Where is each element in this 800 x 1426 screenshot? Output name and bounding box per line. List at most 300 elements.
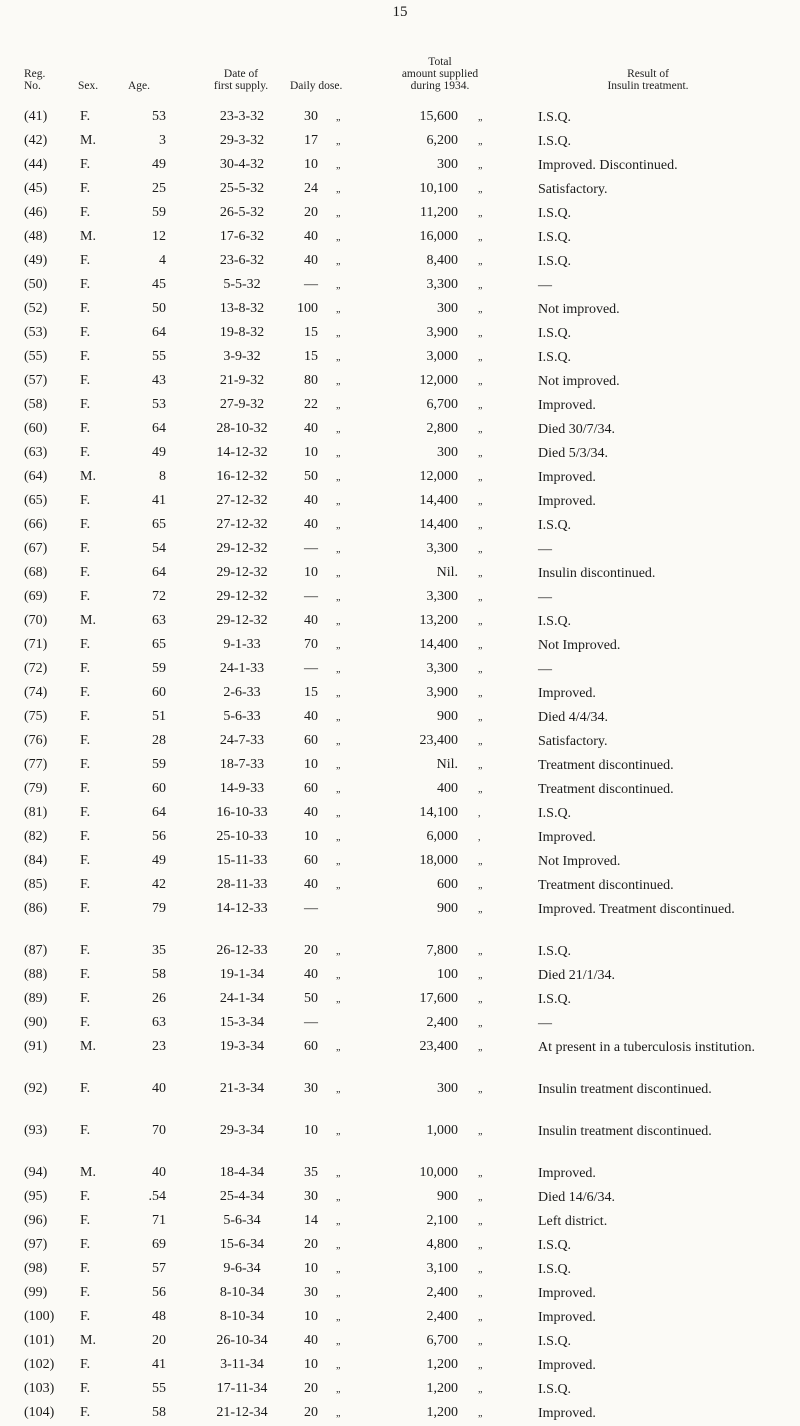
sex-cell: F.	[80, 1309, 91, 1324]
page-number: 15	[392, 4, 408, 20]
table-row	[0, 1036, 800, 1078]
header-total	[380, 56, 500, 92]
table-row	[0, 682, 800, 706]
reg-no-cell: (99)	[24, 1285, 48, 1300]
result-cell: Insulin discontinued.	[538, 566, 656, 581]
reg-no-cell: (101)	[24, 1333, 55, 1348]
result-cell: Insulin treatment discontinued.	[538, 1124, 712, 1139]
age-cell: 51	[152, 709, 166, 724]
table-row	[0, 538, 800, 562]
reg-no-cell: (69)	[24, 589, 48, 604]
age-cell: 55	[152, 349, 166, 364]
total-amount-cell: 900	[437, 1189, 458, 1204]
first-supply-date-cell: 21-9-32	[219, 373, 265, 388]
total-amount-cell: 1,200	[426, 1357, 458, 1372]
header-reg-line2: No.	[24, 80, 41, 92]
table-row	[0, 274, 800, 298]
table-row	[0, 1186, 800, 1210]
result-cell: Improved.	[538, 1310, 596, 1325]
ditto-mark: „	[336, 856, 341, 867]
result-cell: Treatment discontinued.	[538, 878, 674, 893]
ditto-mark: „	[478, 880, 483, 891]
daily-dose-cell: 40	[304, 253, 318, 268]
reg-no-cell: (41)	[24, 109, 48, 124]
first-supply-date-cell: 25-5-32	[219, 181, 265, 196]
table-row	[0, 1120, 800, 1162]
result-cell: At present in a tuberculosis institution.	[538, 1040, 755, 1055]
first-supply-date-cell: 15-11-33	[216, 853, 268, 868]
reg-no-cell: (82)	[24, 829, 48, 844]
age-cell: 43	[152, 373, 166, 388]
ditto-mark: „	[336, 1084, 341, 1095]
total-amount-cell: 3,300	[426, 661, 458, 676]
sex-cell: F.	[80, 1015, 91, 1030]
ditto-mark: „	[478, 1408, 483, 1419]
table-row	[0, 1078, 800, 1120]
total-amount-cell: 6,700	[426, 397, 458, 412]
age-cell: 40	[152, 1081, 166, 1096]
ditto-mark: „	[478, 1384, 483, 1395]
daily-dose-cell: 10	[304, 157, 318, 172]
table-row	[0, 1282, 800, 1306]
result-cell: I.S.Q.	[538, 992, 572, 1007]
age-cell: 26	[152, 991, 166, 1006]
result-cell: Died 30/7/34.	[538, 422, 615, 437]
table-row	[0, 1402, 800, 1426]
sex-cell: F.	[80, 709, 91, 724]
ditto-mark: „	[478, 1216, 483, 1227]
age-cell: 53	[152, 109, 166, 124]
sex-cell: F.	[80, 589, 91, 604]
daily-dose-cell: 30	[304, 1285, 318, 1300]
result-cell: Died 5/3/34.	[538, 446, 608, 461]
age-cell: 28	[152, 733, 166, 748]
table-row	[0, 1258, 800, 1282]
result-cell: I.S.Q.	[538, 134, 572, 149]
ditto-mark: „	[478, 400, 483, 411]
age-cell: 25	[152, 181, 166, 196]
first-supply-date-cell: 21-3-34	[219, 1081, 265, 1096]
table-row	[0, 802, 800, 826]
first-supply-date-cell: 15-3-34	[219, 1015, 265, 1030]
header-daily-dose: Daily dose.	[290, 80, 343, 92]
daily-dose-cell: 20	[304, 943, 318, 958]
age-cell: 49	[152, 853, 166, 868]
sex-cell: F.	[80, 109, 91, 124]
result-cell: I.S.Q.	[538, 614, 572, 629]
daily-dose-cell: 20	[304, 1237, 318, 1252]
ditto-mark: „	[478, 1240, 483, 1251]
reg-no-cell: (87)	[24, 943, 48, 958]
daily-dose-cell: 15	[304, 349, 318, 364]
total-amount-cell: 2,400	[426, 1015, 458, 1030]
table-row	[0, 154, 800, 178]
total-amount-cell: 300	[437, 1081, 458, 1096]
daily-dose-cell: 35	[304, 1165, 318, 1180]
ditto-mark: „	[478, 1084, 483, 1095]
first-supply-date-cell: 14-12-33	[216, 901, 268, 916]
reg-no-cell: (76)	[24, 733, 48, 748]
first-supply-date-cell: 26-5-32	[219, 205, 265, 220]
daily-dose-cell: —	[304, 901, 318, 916]
age-cell: 45	[152, 277, 166, 292]
header-result	[578, 68, 718, 92]
age-cell: 71	[152, 1213, 166, 1228]
ditto-mark: „	[336, 616, 341, 627]
age-cell: 58	[152, 967, 166, 982]
result-cell: I.S.Q.	[538, 1334, 572, 1349]
first-supply-date-cell: 24-1-34	[219, 991, 265, 1006]
ditto-mark: „	[478, 1288, 483, 1299]
first-supply-date-cell: 5-6-34	[223, 1213, 261, 1228]
table-row	[0, 1012, 800, 1036]
result-cell: I.S.Q.	[538, 206, 572, 221]
result-cell: Improved.	[538, 470, 596, 485]
reg-no-cell: (90)	[24, 1015, 48, 1030]
table-row	[0, 346, 800, 370]
first-supply-date-cell: 30-4-32	[219, 157, 265, 172]
reg-no-cell: (84)	[24, 853, 48, 868]
age-cell: 64	[152, 565, 166, 580]
total-amount-cell: 23,400	[419, 1039, 458, 1054]
first-supply-date-cell: 17-11-34	[216, 1381, 268, 1396]
total-amount-cell: 13,200	[419, 613, 458, 628]
ditto-mark: „	[336, 1216, 341, 1227]
reg-no-cell: (46)	[24, 205, 48, 220]
total-amount-cell: 6,000	[426, 829, 458, 844]
sex-cell: F.	[80, 517, 91, 532]
total-amount-cell: 7,800	[426, 943, 458, 958]
ditto-mark: „	[478, 856, 483, 867]
total-amount-cell: 300	[437, 445, 458, 460]
sex-cell: F.	[80, 853, 91, 868]
sex-cell: F.	[80, 1081, 91, 1096]
ditto-mark: „	[478, 520, 483, 531]
daily-dose-cell: 10	[304, 1261, 318, 1276]
age-cell: 69	[152, 1237, 166, 1252]
first-supply-date-cell: 3-11-34	[220, 1357, 264, 1372]
age-cell: 59	[152, 661, 166, 676]
total-amount-cell: 17,600	[419, 991, 458, 1006]
ditto-mark: „	[478, 160, 483, 171]
header-sex: Sex.	[78, 80, 99, 92]
ditto-mark: „	[336, 544, 341, 555]
ditto-mark: „	[478, 664, 483, 675]
sex-cell: F.	[80, 541, 91, 556]
total-amount-cell: 100	[437, 967, 458, 982]
total-amount-cell: 2,400	[426, 1285, 458, 1300]
reg-no-cell: (68)	[24, 565, 48, 580]
daily-dose-cell: 15	[304, 325, 318, 340]
ditto-mark: „	[478, 904, 483, 915]
ditto-mark: „	[478, 712, 483, 723]
total-amount-cell: 400	[437, 781, 458, 796]
reg-no-cell: (77)	[24, 757, 48, 772]
daily-dose-cell: —	[304, 277, 318, 292]
reg-no-cell: (89)	[24, 991, 48, 1006]
daily-dose-cell: 10	[304, 565, 318, 580]
daily-dose-cell: 20	[304, 1405, 318, 1420]
sex-cell: F.	[80, 661, 91, 676]
age-cell: 56	[152, 1285, 166, 1300]
table-row	[0, 178, 800, 202]
ditto-mark: „	[336, 136, 341, 147]
total-amount-cell: 14,100	[419, 805, 458, 820]
first-supply-date-cell: 13-8-32	[219, 301, 265, 316]
reg-no-cell: (86)	[24, 901, 48, 916]
table-row	[0, 850, 800, 874]
table-row	[0, 1330, 800, 1354]
ditto-mark: „	[478, 352, 483, 363]
sex-cell: F.	[80, 253, 91, 268]
total-amount-cell: 10,100	[419, 181, 458, 196]
sex-cell: F.	[80, 445, 91, 460]
ditto-mark: „	[336, 1168, 341, 1179]
daily-dose-cell: 24	[304, 181, 318, 196]
total-amount-cell: 11,200	[420, 205, 458, 220]
result-cell: Insulin treatment discontinued.	[538, 1082, 712, 1097]
reg-no-cell: (66)	[24, 517, 48, 532]
daily-dose-cell: 100	[297, 301, 318, 316]
table-row	[0, 370, 800, 394]
ditto-mark: „	[336, 832, 341, 843]
total-amount-cell: 3,300	[426, 277, 458, 292]
daily-dose-cell: 30	[304, 1189, 318, 1204]
ditto-mark: „	[336, 160, 341, 171]
sex-cell: F.	[80, 277, 91, 292]
table-row	[0, 466, 800, 490]
ditto-mark: „	[336, 1288, 341, 1299]
ditto-mark: „	[336, 880, 341, 891]
sex-cell: M.	[80, 1165, 96, 1180]
table-row	[0, 826, 800, 850]
ditto-mark: „	[336, 568, 341, 579]
total-amount-cell: 12,000	[419, 469, 458, 484]
reg-no-cell: (50)	[24, 277, 48, 292]
total-amount-cell: 14,400	[419, 637, 458, 652]
ditto-mark: „	[478, 376, 483, 387]
total-amount-cell: 18,000	[419, 853, 458, 868]
table-row	[0, 1234, 800, 1258]
result-cell: —	[538, 662, 552, 677]
age-cell: 8	[159, 469, 166, 484]
ditto-mark: „	[478, 496, 483, 507]
first-supply-date-cell: 26-12-33	[216, 943, 268, 958]
ditto-mark: „	[336, 736, 341, 747]
ditto-mark: „	[336, 970, 341, 981]
reg-no-cell: (67)	[24, 541, 48, 556]
ditto-mark: „	[478, 136, 483, 147]
sex-cell: F.	[80, 1357, 91, 1372]
table-row	[0, 1354, 800, 1378]
ditto-mark: „	[336, 496, 341, 507]
ditto-mark: „	[478, 1018, 483, 1029]
first-supply-date-cell: 15-6-34	[219, 1237, 265, 1252]
daily-dose-cell: 40	[304, 229, 318, 244]
first-supply-date-cell: 5-5-32	[223, 277, 261, 292]
reg-no-cell: (65)	[24, 493, 48, 508]
reg-no-cell: (98)	[24, 1261, 48, 1276]
result-cell: Improved.	[538, 686, 596, 701]
total-amount-cell: 23,400	[419, 733, 458, 748]
ditto-mark: ,	[478, 808, 481, 819]
reg-no-cell: (95)	[24, 1189, 48, 1204]
ditto-mark: „	[336, 232, 341, 243]
table-row	[0, 106, 800, 130]
total-amount-cell: 4,800	[426, 1237, 458, 1252]
age-cell: 50	[152, 301, 166, 316]
ditto-mark: „	[336, 712, 341, 723]
ditto-mark: „	[336, 520, 341, 531]
sex-cell: F.	[80, 781, 91, 796]
first-supply-date-cell: 9-6-34	[223, 1261, 261, 1276]
ditto-mark: „	[478, 424, 483, 435]
table-row	[0, 298, 800, 322]
table-row	[0, 874, 800, 898]
reg-no-cell: (57)	[24, 373, 48, 388]
ditto-mark: „	[478, 280, 483, 291]
daily-dose-cell: 60	[304, 1039, 318, 1054]
age-cell: 59	[152, 205, 166, 220]
daily-dose-cell: 70	[304, 637, 318, 652]
age-cell: 41	[152, 493, 166, 508]
age-cell: 3	[159, 133, 166, 148]
first-supply-date-cell: 26-10-34	[216, 1333, 268, 1348]
ditto-mark: „	[336, 376, 341, 387]
age-cell: 64	[152, 421, 166, 436]
ditto-mark: „	[336, 1042, 341, 1053]
total-amount-cell: 600	[437, 877, 458, 892]
first-supply-date-cell: 28-10-32	[216, 421, 268, 436]
ditto-mark: „	[478, 112, 483, 123]
daily-dose-cell: 40	[304, 967, 318, 982]
first-supply-date-cell: 19-3-34	[219, 1039, 265, 1054]
sex-cell: F.	[80, 1405, 91, 1420]
total-amount-cell: 900	[437, 901, 458, 916]
ditto-mark: „	[336, 1312, 341, 1323]
sex-cell: F.	[80, 181, 91, 196]
reg-no-cell: (44)	[24, 157, 48, 172]
first-supply-date-cell: 28-11-33	[216, 877, 268, 892]
ditto-mark: „	[336, 184, 341, 195]
daily-dose-cell: 40	[304, 493, 318, 508]
reg-no-cell: (55)	[24, 349, 48, 364]
ditto-mark: „	[478, 1336, 483, 1347]
result-cell: Not Improved.	[538, 854, 621, 869]
daily-dose-cell: 80	[304, 373, 318, 388]
total-amount-cell: 3,100	[426, 1261, 458, 1276]
daily-dose-cell: 40	[304, 613, 318, 628]
age-cell: 53	[152, 397, 166, 412]
age-cell: 70	[152, 1123, 166, 1138]
table-row	[0, 418, 800, 442]
daily-dose-cell: 40	[304, 709, 318, 724]
data-table	[0, 106, 800, 1426]
first-supply-date-cell: 25-4-34	[219, 1189, 265, 1204]
sex-cell: F.	[80, 493, 91, 508]
table-row	[0, 964, 800, 988]
first-supply-date-cell: 27-12-32	[216, 493, 268, 508]
ditto-mark: „	[478, 970, 483, 981]
sex-cell: M.	[80, 133, 96, 148]
daily-dose-cell: 10	[304, 757, 318, 772]
sex-cell: F.	[80, 805, 91, 820]
ditto-mark: „	[336, 424, 341, 435]
ditto-mark: „	[478, 448, 483, 459]
result-cell: I.S.Q.	[538, 806, 572, 821]
table-row	[0, 730, 800, 754]
result-cell: Improved.	[538, 398, 596, 413]
ditto-mark: „	[336, 808, 341, 819]
age-cell: 60	[152, 685, 166, 700]
reg-no-cell: (64)	[24, 469, 48, 484]
ditto-mark: „	[336, 1384, 341, 1395]
ditto-mark: „	[336, 472, 341, 483]
age-cell: 35	[152, 943, 166, 958]
ditto-mark: „	[336, 664, 341, 675]
result-cell: Died 4/4/34.	[538, 710, 608, 725]
ditto-mark: „	[336, 112, 341, 123]
result-cell: Treatment discontinued.	[538, 782, 674, 797]
daily-dose-cell: 10	[304, 1309, 318, 1324]
age-cell: 79	[152, 901, 166, 916]
daily-dose-cell: 15	[304, 685, 318, 700]
daily-dose-cell: 60	[304, 853, 318, 868]
total-amount-cell: 2,100	[426, 1213, 458, 1228]
age-cell: 42	[152, 877, 166, 892]
ditto-mark: „	[478, 1192, 483, 1203]
ditto-mark: „	[336, 760, 341, 771]
result-cell: —	[538, 542, 552, 557]
daily-dose-cell: 10	[304, 1357, 318, 1372]
result-cell: Left district.	[538, 1214, 608, 1229]
table-row	[0, 490, 800, 514]
table-row	[0, 658, 800, 682]
table-row	[0, 322, 800, 346]
ditto-mark: „	[336, 208, 341, 219]
table-row	[0, 586, 800, 610]
header-date	[186, 68, 296, 92]
ditto-mark: „	[336, 1192, 341, 1203]
result-cell: Improved.	[538, 1286, 596, 1301]
ditto-mark: „	[336, 784, 341, 795]
ditto-mark: „	[478, 208, 483, 219]
header-result-line2: Insulin treatment.	[607, 80, 689, 92]
total-amount-cell: 3,300	[426, 541, 458, 556]
result-cell: Died 21/1/34.	[538, 968, 615, 983]
sex-cell: F.	[80, 967, 91, 982]
reg-no-cell: (58)	[24, 397, 48, 412]
age-cell: 57	[152, 1261, 166, 1276]
total-amount-cell: 8,400	[426, 253, 458, 268]
age-cell: 58	[152, 1405, 166, 1420]
daily-dose-cell: 20	[304, 205, 318, 220]
age-cell: 65	[152, 637, 166, 652]
header-reg	[24, 68, 45, 92]
first-supply-date-cell: 29-3-32	[219, 133, 265, 148]
first-supply-date-cell: 29-12-32	[216, 613, 268, 628]
first-supply-date-cell: 21-12-34	[216, 1405, 268, 1420]
result-cell: I.S.Q.	[538, 230, 572, 245]
total-amount-cell: Nil.	[436, 565, 458, 580]
ditto-mark: „	[478, 544, 483, 555]
daily-dose-cell: 30	[304, 109, 318, 124]
age-cell: 72	[152, 589, 166, 604]
result-cell: —	[538, 590, 552, 605]
first-supply-date-cell: 8-10-34	[219, 1285, 265, 1300]
first-supply-date-cell: 24-1-33	[219, 661, 265, 676]
result-cell: I.S.Q.	[538, 350, 572, 365]
